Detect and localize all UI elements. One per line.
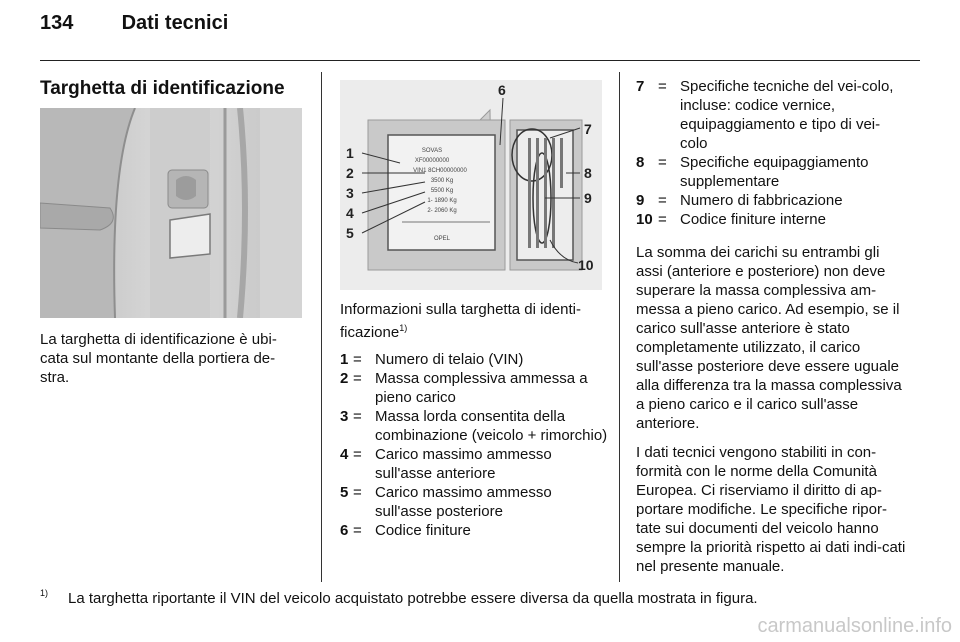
legend-num: 3 (340, 408, 349, 425)
caption-footnote-marker: 1) (399, 323, 408, 333)
watermark: carmanualsonline.info (757, 615, 952, 637)
legend-text: Specifiche equipaggiamento supplementare (680, 154, 869, 190)
legend-text: Specifiche tecniche del vei-colo, incluse: codice vernice, equipaggiamento e tipo di vei-colo (680, 78, 894, 152)
legend-text: Codice finiture interne (680, 211, 826, 228)
legend-text: Massa lorda consentita della combinazione (veicolo + rimorchio) (375, 408, 608, 444)
identification-plate-figure (340, 80, 602, 290)
plate-line-6: 1- 1890 Kg (427, 198, 457, 204)
callout-9: 9 (584, 190, 592, 206)
legend-list-right (636, 77, 906, 229)
technical-data-paragraph: I dati tecnici vengono stabiliti in con-formità con le norme della Comunità Europea. Ci riserviamo il diritto di ap-portare modifiche. Le specifiche ripor-tate sui documenti del veicolo hanno sempre la priorità rispetto ai dati indi-cati nel presente manuale. (636, 444, 906, 575)
legend-num: 4 (340, 446, 349, 463)
footnote-text: La targhetta riportante il VIN del veicolo acquistato potrebbe essere diversa da quella mostrata in figura. (68, 590, 758, 607)
legend-eq: = (353, 351, 362, 368)
location-text: La targhetta di identificazione è ubi-cata sul montante della portiera de-stra. (40, 331, 277, 386)
door-pillar-photo (40, 108, 302, 318)
legend-num: 1 (340, 351, 349, 368)
callout-6: 6 (498, 82, 506, 98)
legend-eq: = (353, 446, 362, 463)
legend-num: 10 (636, 211, 653, 228)
plate-line-3: VIN1 8CH00000000 (413, 168, 467, 174)
header-rule (40, 60, 920, 61)
column-divider-1 (321, 72, 322, 582)
legend-num: 9 (636, 192, 645, 209)
plate-line-1: SOVAS (421, 148, 443, 154)
legend-eq: = (353, 408, 362, 425)
page-title: Dati tecnici (121, 12, 229, 34)
legend-text: Codice finiture (375, 522, 471, 539)
plate-line-8: OPEL (433, 236, 451, 242)
legend-text: Carico massimo ammesso sull'asse anteriore (375, 446, 552, 482)
footnote (40, 590, 920, 607)
legend-text: Massa complessiva ammessa a pieno carico (375, 370, 588, 406)
figure-legend-column (340, 300, 610, 540)
legend-list-left (340, 350, 610, 540)
legend-eq: = (658, 154, 667, 171)
legend-num: 5 (340, 484, 349, 501)
callout-2: 2 (346, 165, 354, 181)
figure-caption: Informazioni sulla targhetta di identi-ficazione$^{1)}$ (340, 301, 581, 341)
callout-10: 10 (578, 257, 594, 273)
callout-4: 4 (346, 205, 354, 221)
legend-num: 6 (340, 522, 349, 539)
load-paragraph: La somma dei carichi su entrambi gli assi (anteriore e posteriore) non deve superare la massa complessiva am-messa a pieno carico. Ad esempio, se il carico sull'asse anteriore è stato completamente utilizzato, il carico sull'asse posteriore deve essere uguale alla differenza tra la massa complessiva a pieno carico e il carico sull'asse anteriore. (636, 244, 902, 432)
legend-eq: = (658, 78, 667, 95)
legend-num: 8 (636, 154, 645, 171)
legend-num: 7 (636, 78, 645, 95)
plate-line-4: 3500 Kg (430, 178, 454, 184)
legend-num: 2 (340, 370, 349, 387)
callout-7: 7 (584, 121, 592, 137)
legend-text: Carico massimo ammesso sull'asse posteriore (375, 484, 552, 520)
callout-8: 8 (584, 165, 592, 181)
callout-5: 5 (346, 225, 354, 241)
legend-eq: = (658, 192, 667, 209)
callout-3: 3 (346, 185, 354, 201)
right-column (636, 77, 906, 576)
legend-text: Numero di telaio (VIN) (375, 351, 524, 368)
footnote-marker: 1) (40, 588, 49, 598)
plate-line-7: 2- 2060 Kg (427, 208, 457, 214)
callout-1: 1 (346, 145, 354, 161)
plate-line-2: XF00000000 (414, 158, 450, 164)
page-header (40, 12, 228, 35)
column-divider-2 (619, 72, 620, 582)
plate-line-5: 5500 Kg (430, 188, 454, 194)
legend-eq: = (353, 484, 362, 501)
legend-text: Numero di fabbricazione (680, 192, 843, 209)
page-number: 134 (40, 12, 74, 34)
legend-eq: = (658, 211, 667, 228)
legend-eq: = (353, 522, 362, 539)
legend-eq: = (353, 370, 362, 387)
section-title: Targhetta di identificazione (40, 78, 285, 99)
